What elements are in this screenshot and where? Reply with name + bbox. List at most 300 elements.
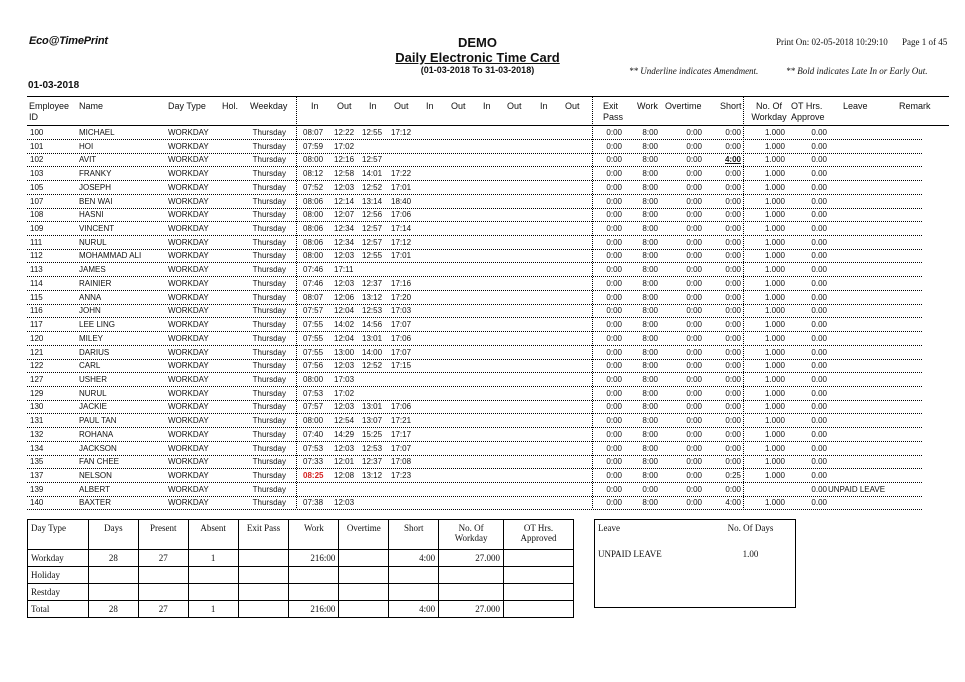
work-hours: 8:00 — [642, 320, 658, 329]
punch-time: 08:00 — [303, 251, 324, 260]
ot-hrs-approved: 0.00 — [811, 457, 827, 466]
punch-time: 17:07 — [391, 320, 412, 329]
summary-cell — [439, 567, 504, 584]
summary-cell: 27 — [138, 601, 188, 618]
ot-hrs-approved: 0.00 — [811, 183, 827, 192]
overtime: 0:00 — [686, 389, 702, 398]
punch-time: 08:07 — [303, 128, 324, 137]
day-type: WORKDAY — [168, 155, 209, 164]
punch-time: 07:53 — [303, 444, 324, 453]
exit-pass: 0:00 — [606, 389, 622, 398]
employee-id: 114 — [30, 279, 43, 288]
summary-header-cell: Day Type — [28, 520, 89, 550]
punch-time: 12:04 — [334, 334, 355, 343]
summary-header-cell: Short — [389, 520, 439, 550]
work-hours: 8:00 — [642, 457, 658, 466]
app-logo: Eco@TimePrint — [29, 35, 108, 47]
summary-header-cell: Exit Pass — [238, 520, 289, 550]
no-of-workday: 1.000 — [764, 224, 785, 233]
exit-pass: 0:00 — [606, 430, 622, 439]
overtime: 0:00 — [686, 293, 702, 302]
overtime: 0:00 — [686, 498, 702, 507]
no-of-workday: 1.000 — [764, 498, 785, 507]
employee-name: NURUL — [79, 238, 107, 247]
work-hours: 8:00 — [642, 402, 658, 411]
punch-time: 07:55 — [303, 334, 324, 343]
overtime: 0:00 — [686, 128, 702, 137]
exit-pass: 0:00 — [606, 128, 622, 137]
ot-hrs-approved: 0.00 — [811, 197, 827, 206]
work-hours: 8:00 — [642, 128, 658, 137]
summary-cell: 28 — [88, 550, 138, 567]
leave-summary-header-cell: No. Of Days — [727, 523, 774, 533]
summary-header-cell: Work — [289, 520, 339, 550]
employee-id: 112 — [30, 251, 43, 260]
summary-header-cell: No. Of Workday — [439, 520, 504, 550]
row-divider — [27, 345, 922, 346]
employee-id: 120 — [30, 334, 44, 343]
ot-hrs-approved: 0.00 — [811, 128, 827, 137]
punch-time: 17:08 — [391, 457, 412, 466]
employee-name: BEN WAI — [79, 197, 113, 206]
day-type: WORKDAY — [168, 142, 209, 151]
row-divider — [27, 427, 922, 428]
punch-time: 17:14 — [391, 224, 412, 233]
work-hours: 8:00 — [642, 155, 658, 164]
row-divider — [27, 262, 922, 263]
summary-cell — [188, 567, 238, 584]
col-in-4: In — [483, 101, 491, 111]
weekday: Thursday — [252, 293, 286, 302]
no-of-workday: 1.000 — [764, 457, 785, 466]
overtime: 0:00 — [686, 238, 702, 247]
punch-time: 14:56 — [362, 320, 383, 329]
employee-name: JACKSON — [79, 444, 117, 453]
ot-hrs-approved: 0.00 — [811, 389, 827, 398]
punch-time: 07:55 — [303, 348, 324, 357]
employee-name: MOHAMMAD ALI — [79, 251, 142, 260]
overtime: 0:00 — [686, 210, 702, 219]
summary-cell: Workday — [28, 550, 89, 567]
summary-row — [28, 550, 574, 567]
ot-hrs-approved: 0.00 — [811, 155, 827, 164]
punch-time: 17:01 — [391, 251, 412, 260]
short-hours: 0:00 — [725, 238, 741, 247]
day-type: WORKDAY — [168, 444, 209, 453]
summary-cell: 4:00 — [389, 550, 439, 567]
employee-name: FRANKY — [79, 169, 112, 178]
work-hours: 8:00 — [642, 183, 658, 192]
summary-cell — [238, 584, 289, 601]
punch-time: 12:57 — [362, 224, 383, 233]
leave-summary-cell: UNPAID LEAVE — [598, 549, 662, 559]
exit-pass: 0:00 — [606, 375, 622, 384]
work-hours: 8:00 — [642, 361, 658, 370]
employee-id: 122 — [30, 361, 44, 370]
employee-id: 130 — [30, 402, 44, 411]
no-of-workday: 1.000 — [764, 402, 785, 411]
employee-name: FAN CHEE — [79, 457, 120, 466]
punch-time: 12:34 — [334, 238, 355, 247]
employee-name: JOSEPH — [79, 183, 112, 192]
exit-pass: 0:00 — [606, 279, 622, 288]
punch-time: 07:59 — [303, 142, 324, 151]
exit-pass: 0:00 — [606, 251, 622, 260]
overtime: 0:00 — [686, 471, 702, 480]
summary-cell — [389, 567, 439, 584]
day-type: WORKDAY — [168, 320, 209, 329]
punch-time: 13:14 — [362, 197, 383, 206]
punch-time: 12:22 — [334, 128, 355, 137]
short-hours: 0:00 — [725, 210, 741, 219]
punch-time: 08:06 — [303, 197, 324, 206]
overtime: 0:00 — [686, 375, 702, 384]
day-type: WORKDAY — [168, 361, 209, 370]
punch-time: 12:03 — [334, 444, 355, 453]
overtime: 0:00 — [686, 251, 702, 260]
punch-time: 12:06 — [334, 293, 355, 302]
exit-pass: 0:00 — [606, 498, 622, 507]
weekday: Thursday — [252, 375, 286, 384]
row-divider — [27, 496, 922, 497]
work-hours: 8:00 — [642, 142, 658, 151]
col-out-4: Out — [507, 101, 522, 111]
exit-pass: 0:00 — [606, 155, 622, 164]
summary-row — [28, 584, 574, 601]
work-hours: 8:00 — [642, 444, 658, 453]
employee-name: USHER — [79, 375, 108, 384]
weekday: Thursday — [252, 416, 286, 425]
employee-name: PAUL TAN — [79, 416, 117, 425]
row-divider — [27, 249, 922, 250]
short-hours: 0:00 — [725, 169, 741, 178]
punch-time: 17:12 — [391, 238, 412, 247]
exit-pass: 0:00 — [606, 416, 622, 425]
punch-time: 17:06 — [391, 334, 412, 343]
row-divider — [27, 153, 922, 154]
overtime: 0:00 — [686, 183, 702, 192]
ot-hrs-approved: 0.00 — [811, 430, 827, 439]
col-weekday: Weekday — [250, 101, 288, 111]
work-hours: 8:00 — [642, 334, 658, 343]
punch-time: 12:07 — [334, 210, 355, 219]
no-of-workday: 1.000 — [764, 348, 785, 357]
punch-time: 12:37 — [362, 279, 383, 288]
no-of-workday: 1.000 — [764, 251, 785, 260]
short-hours: 0:00 — [725, 485, 741, 494]
row-divider — [27, 359, 922, 360]
punch-time: 13:12 — [362, 293, 383, 302]
exit-pass: 0:00 — [606, 457, 622, 466]
work-hours: 8:00 — [642, 169, 658, 178]
punch-time: 14:02 — [334, 320, 355, 329]
punch-time: 13:12 — [362, 471, 383, 480]
overtime: 0:00 — [686, 169, 702, 178]
work-hours: 8:00 — [642, 471, 658, 480]
punch-time: 17:22 — [391, 169, 412, 178]
punch-time: 12:03 — [334, 251, 355, 260]
summary-cell — [439, 584, 504, 601]
day-type: WORKDAY — [168, 224, 209, 233]
ot-hrs-approved: 0.00 — [811, 293, 827, 302]
weekday: Thursday — [252, 224, 286, 233]
punch-time: 07:53 — [303, 389, 324, 398]
day-type: WORKDAY — [168, 485, 209, 494]
col-in-3: In — [426, 101, 434, 111]
employee-id: 108 — [30, 210, 44, 219]
employee-name: JOHN — [79, 306, 101, 315]
no-of-workday: 1.000 — [764, 183, 785, 192]
summary-cell: 1 — [188, 601, 238, 618]
weekday: Thursday — [252, 444, 286, 453]
summary-header-cell: Present — [138, 520, 188, 550]
summary-row — [28, 567, 574, 584]
row-divider — [27, 180, 922, 181]
row-divider — [27, 413, 922, 414]
header-top-rule — [27, 96, 949, 97]
employee-name: ROHANA — [79, 430, 114, 439]
overtime: 0:00 — [686, 306, 702, 315]
employee-name: LEE LING — [79, 320, 116, 329]
short-hours: 0:00 — [725, 444, 741, 453]
summary-cell — [389, 584, 439, 601]
no-of-workday: 1.000 — [764, 238, 785, 247]
company-name: DEMO — [458, 35, 497, 50]
exit-pass: 0:00 — [606, 348, 622, 357]
summary-cell: Holiday — [28, 567, 89, 584]
punch-time: 12:01 — [334, 457, 355, 466]
exit-pass: 0:00 — [606, 444, 622, 453]
ot-hrs-approved: 0.00 — [811, 375, 827, 384]
no-of-workday: 1.000 — [764, 197, 785, 206]
exit-pass: 0:00 — [606, 265, 622, 274]
employee-id: 137 — [30, 471, 44, 480]
weekday: Thursday — [252, 320, 286, 329]
col-remark: Remark — [899, 101, 931, 111]
work-hours: 8:00 — [642, 224, 658, 233]
punch-time: 12:08 — [334, 471, 355, 480]
weekday: Thursday — [252, 155, 286, 164]
punch-time: 08:00 — [303, 416, 324, 425]
exit-pass: 0:00 — [606, 197, 622, 206]
employee-name: BAXTER — [79, 498, 112, 507]
employee-id: 116 — [30, 306, 43, 315]
weekday: Thursday — [252, 334, 286, 343]
employee-name: VINCENT — [79, 224, 115, 233]
overtime: 0:00 — [686, 485, 702, 494]
col-work: Work — [637, 101, 658, 111]
short-hours: 0:00 — [725, 416, 741, 425]
overtime: 0:00 — [686, 224, 702, 233]
summary-cell: 4:00 — [389, 601, 439, 618]
work-hours: 8:00 — [642, 416, 658, 425]
header-bottom-rule — [27, 125, 949, 126]
summary-cell: 27 — [138, 550, 188, 567]
summary-header-cell: Absent — [188, 520, 238, 550]
summary-cell — [289, 584, 339, 601]
row-divider — [27, 400, 922, 401]
weekday: Thursday — [252, 238, 286, 247]
punch-time: 17:21 — [391, 416, 412, 425]
punch-time: 07:55 — [303, 320, 324, 329]
short-hours: 0:00 — [725, 128, 741, 137]
note-bold: ** Bold indicates Late In or Early Out. — [786, 66, 928, 76]
weekday: Thursday — [252, 210, 286, 219]
summary-cell — [238, 567, 289, 584]
work-hours: 8:00 — [642, 293, 658, 302]
summary-cell — [238, 550, 289, 567]
employee-name: RAINIER — [79, 279, 112, 288]
punch-time: 12:14 — [334, 197, 355, 206]
ot-hrs-approved: 0.00 — [811, 306, 827, 315]
work-hours: 8:00 — [642, 197, 658, 206]
col-out-3: Out — [451, 101, 466, 111]
no-of-workday: 1.000 — [764, 444, 785, 453]
work-hours: 8:00 — [642, 389, 658, 398]
no-of-workday: 1.000 — [764, 265, 785, 274]
overtime: 0:00 — [686, 279, 702, 288]
summary-cell — [88, 584, 138, 601]
ot-hrs-approved: 0.00 — [811, 485, 827, 494]
row-divider — [27, 208, 922, 209]
summary-cell: 1 — [188, 550, 238, 567]
summary-cell: 27.000 — [439, 601, 504, 618]
work-hours: 8:00 — [642, 430, 658, 439]
work-hours: 8:00 — [642, 210, 658, 219]
weekday: Thursday — [252, 498, 286, 507]
employee-name: JAMES — [79, 265, 106, 274]
no-of-workday: 1.000 — [764, 471, 785, 480]
exit-pass: 0:00 — [606, 169, 622, 178]
summary-cell — [339, 550, 389, 567]
weekday: Thursday — [252, 348, 286, 357]
employee-id: 107 — [30, 197, 44, 206]
ot-hrs-approved: 0.00 — [811, 210, 827, 219]
punch-time: 07:33 — [303, 457, 324, 466]
employee-name: MILEY — [79, 334, 104, 343]
summary-cell: Restday — [28, 584, 89, 601]
short-hours: 0:00 — [725, 306, 741, 315]
day-type: WORKDAY — [168, 238, 209, 247]
exit-pass: 0:00 — [606, 334, 622, 343]
row-divider — [27, 139, 922, 140]
punch-time: 14:29 — [334, 430, 355, 439]
ot-hrs-approved: 0.00 — [811, 238, 827, 247]
col-day-type: Day Type — [168, 101, 206, 111]
punch-time: 14:00 — [362, 348, 383, 357]
day-type: WORKDAY — [168, 430, 209, 439]
punch-time: 17:20 — [391, 293, 412, 302]
no-of-workday: 1.000 — [764, 293, 785, 302]
col-hol: Hol. — [222, 101, 239, 111]
short-hours: 0:00 — [725, 279, 741, 288]
work-hours: 8:00 — [642, 279, 658, 288]
summary-row — [28, 601, 574, 618]
short-hours: 0:00 — [725, 348, 741, 357]
leave-summary-header-cell: Leave — [598, 523, 620, 533]
employee-id: 132 — [30, 430, 44, 439]
overtime: 0:00 — [686, 457, 702, 466]
short-hours: 0:00 — [725, 293, 741, 302]
vertical-separator-short — [743, 96, 744, 508]
col-no-of-workday: No. Of Workday — [751, 101, 787, 122]
punch-time: 12:58 — [334, 169, 355, 178]
punch-time: 12:57 — [362, 155, 383, 164]
ot-hrs-approved: 0.00 — [811, 444, 827, 453]
employee-name: NELSON — [79, 471, 112, 480]
row-divider — [27, 386, 922, 387]
leave-type: UNPAID LEAVE — [828, 485, 886, 494]
day-type: WORKDAY — [168, 293, 209, 302]
work-hours: 8:00 — [642, 238, 658, 247]
day-type: WORKDAY — [168, 279, 209, 288]
work-hours: 8:00 — [642, 348, 658, 357]
col-ot-hrs-approve: OT Hrs. Approve — [791, 101, 825, 122]
exit-pass: 0:00 — [606, 142, 622, 151]
punch-time: 12:55 — [362, 128, 383, 137]
short-hours: 0:00 — [725, 142, 741, 151]
day-type: WORKDAY — [168, 306, 209, 315]
day-type: WORKDAY — [168, 128, 209, 137]
overtime: 0:00 — [686, 334, 702, 343]
summary-cell — [88, 567, 138, 584]
weekday: Thursday — [252, 361, 286, 370]
punch-time: 12:03 — [334, 498, 355, 507]
summary-cell — [238, 601, 289, 618]
punch-time: 08:00 — [303, 375, 324, 384]
day-type: WORKDAY — [168, 334, 209, 343]
punch-time: 08:25 — [303, 471, 324, 480]
employee-id: 139 — [30, 485, 44, 494]
employee-name: ALBERT — [79, 485, 110, 494]
weekday: Thursday — [252, 471, 286, 480]
work-hours: 8:00 — [642, 375, 658, 384]
employee-id: 135 — [30, 457, 44, 466]
summary-header-cell: Days — [88, 520, 138, 550]
day-type: WORKDAY — [168, 498, 209, 507]
employee-id: 129 — [30, 389, 44, 398]
day-type: WORKDAY — [168, 471, 209, 480]
no-of-workday: 1.000 — [764, 169, 785, 178]
employee-id: 100 — [30, 128, 44, 137]
vertical-separator-times-end — [592, 96, 593, 508]
ot-hrs-approved: 0.00 — [811, 169, 827, 178]
ot-hrs-approved: 0.00 — [811, 142, 827, 151]
work-hours: 8:00 — [642, 306, 658, 315]
row-divider — [27, 331, 922, 332]
employee-id: 113 — [30, 265, 43, 274]
short-hours: 0:00 — [725, 402, 741, 411]
page-number: Page 1 of 45 — [902, 37, 948, 47]
short-hours: 0:00 — [725, 361, 741, 370]
day-type: WORKDAY — [168, 389, 209, 398]
employee-name: HOI — [79, 142, 94, 151]
short-hours: 0:00 — [725, 375, 741, 384]
overtime: 0:00 — [686, 155, 702, 164]
punch-time: 12:34 — [334, 224, 355, 233]
col-out-1: Out — [337, 101, 352, 111]
summary-cell — [188, 584, 238, 601]
employee-id: 117 — [30, 320, 43, 329]
summary-cell — [339, 584, 389, 601]
summary-cell: 27.000 — [439, 550, 504, 567]
no-of-workday: 1.000 — [764, 128, 785, 137]
overtime: 0:00 — [686, 402, 702, 411]
employee-id: 102 — [30, 155, 44, 164]
ot-hrs-approved: 0.00 — [811, 251, 827, 260]
day-type: WORKDAY — [168, 251, 209, 260]
col-overtime: Overtime — [665, 101, 702, 111]
